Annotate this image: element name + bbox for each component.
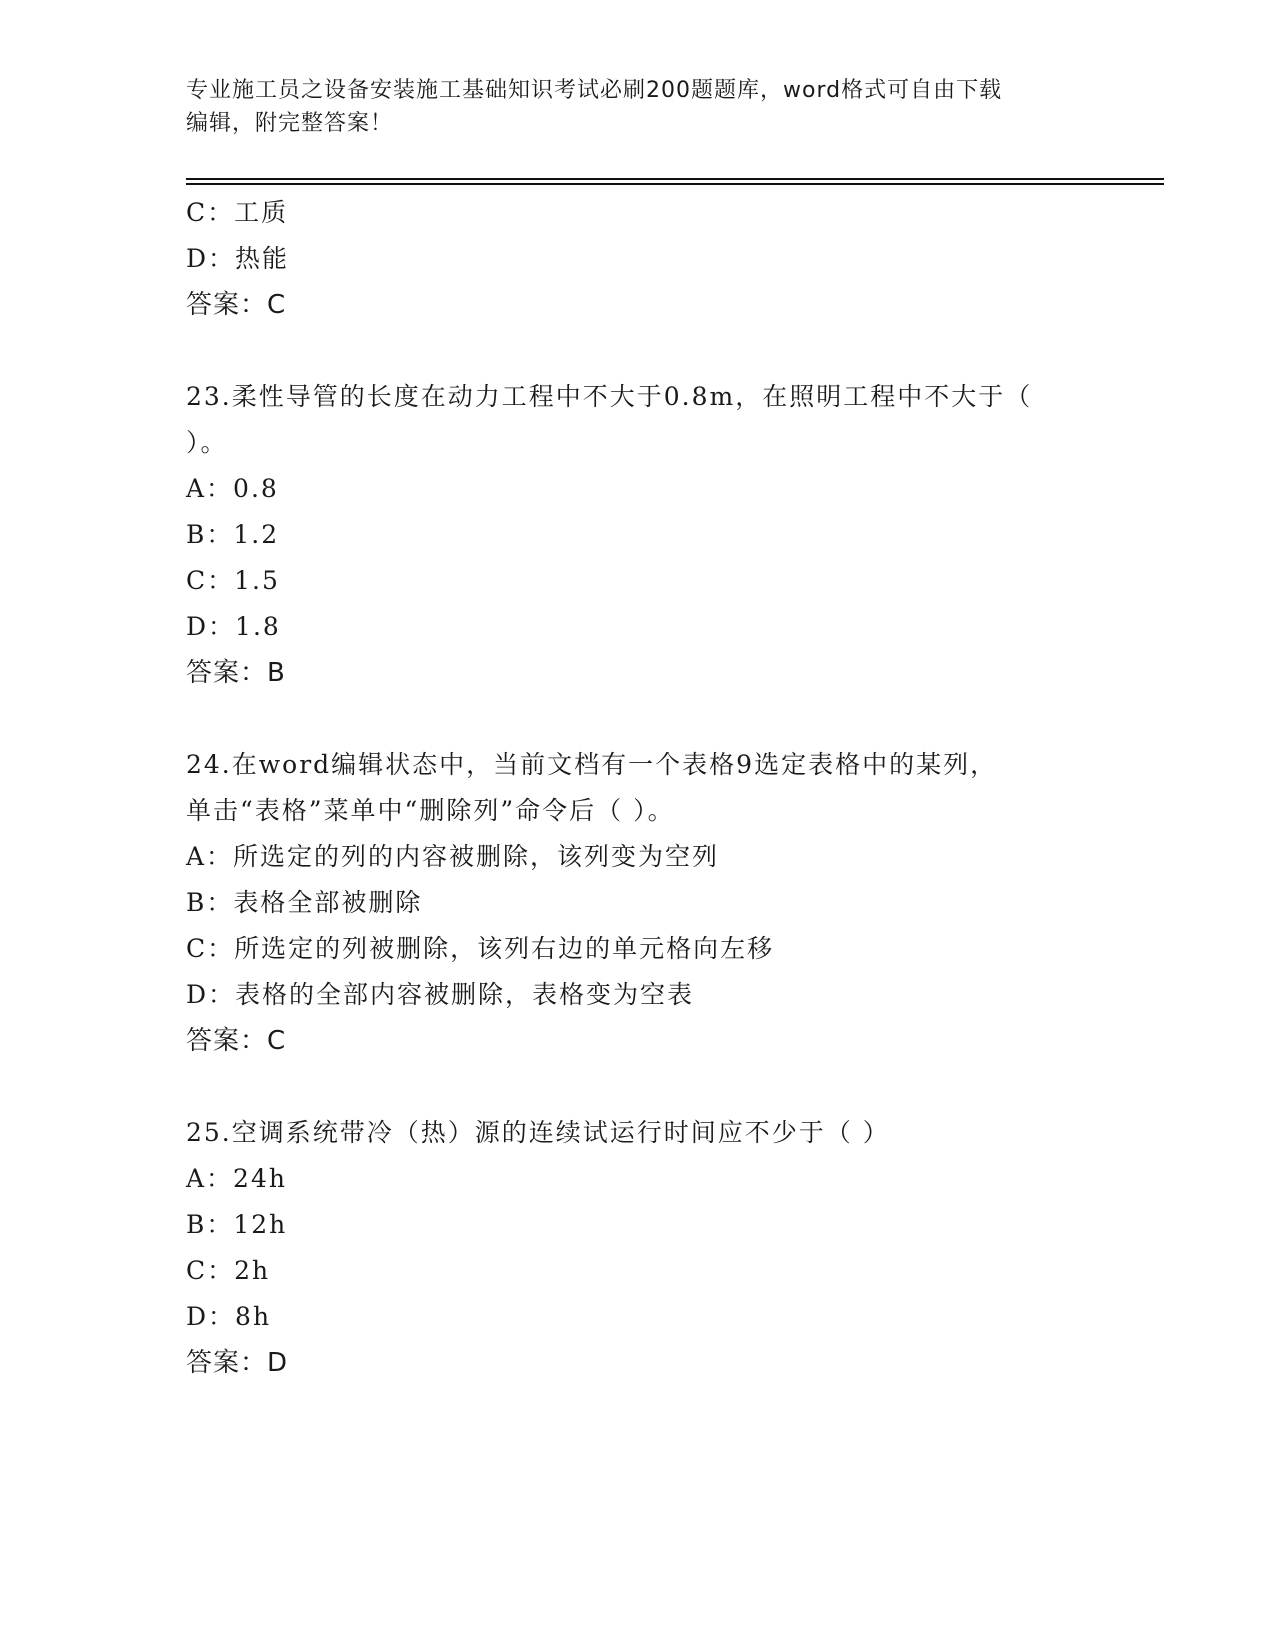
header-divider-top bbox=[186, 178, 1164, 180]
option-b: B：1.2 bbox=[186, 520, 280, 549]
option-d: D：8h bbox=[186, 1302, 272, 1331]
question-stem-continued: 单击“表格”菜单中“删除列”命令后（ ）。 bbox=[186, 796, 675, 825]
document-header bbox=[186, 74, 1086, 140]
question-23 bbox=[186, 374, 1146, 696]
option-c: C：1.5 bbox=[186, 566, 280, 595]
option-c: C：工质 bbox=[186, 198, 289, 227]
option-d: D：表格的全部内容被删除，表格变为空表 bbox=[186, 980, 695, 1009]
answer-line: 答案：D bbox=[186, 1348, 289, 1378]
header-line-2: 编辑，附完整答案！ bbox=[186, 111, 394, 136]
option-a: A：24h bbox=[186, 1164, 287, 1193]
answer-line: 答案：C bbox=[186, 290, 287, 320]
question-stem-continued: ）。 bbox=[186, 428, 228, 457]
answer-line: 答案：C bbox=[186, 1026, 287, 1056]
header-divider-bottom bbox=[186, 183, 1164, 185]
answer-line: 答案：B bbox=[186, 658, 286, 688]
spacer bbox=[186, 328, 1146, 374]
question-stem: 25.空调系统带冷（热）源的连续试运行时间应不少于（ ） bbox=[186, 1118, 890, 1147]
option-b: B：表格全部被删除 bbox=[186, 888, 423, 917]
question-24 bbox=[186, 742, 1146, 1064]
question-stem: 24.在word编辑状态中，当前文档有一个表格9选定表格中的某列， bbox=[186, 750, 998, 779]
option-b: B：12h bbox=[186, 1210, 288, 1239]
spacer bbox=[186, 1064, 1146, 1110]
option-d: D：热能 bbox=[186, 244, 290, 273]
question-stem: 23.柔性导管的长度在动力工程中不大于0.8m，在照明工程中不大于（ bbox=[186, 382, 1033, 411]
option-c: C：2h bbox=[186, 1256, 271, 1285]
header-line-1: 专业施工员之设备安装施工基础知识考试必刷200题题库，word格式可自由下载 bbox=[186, 78, 1003, 103]
option-c: C：所选定的列被删除，该列右边的单元格向左移 bbox=[186, 934, 775, 963]
question-25 bbox=[186, 1110, 1146, 1386]
option-a: A：所选定的列的内容被删除，该列变为空列 bbox=[186, 842, 720, 871]
document-body bbox=[186, 190, 1146, 1386]
option-d: D：1.8 bbox=[186, 612, 281, 641]
spacer bbox=[186, 696, 1146, 742]
question-22-tail bbox=[186, 190, 1146, 328]
option-a: A：0.8 bbox=[186, 474, 279, 503]
